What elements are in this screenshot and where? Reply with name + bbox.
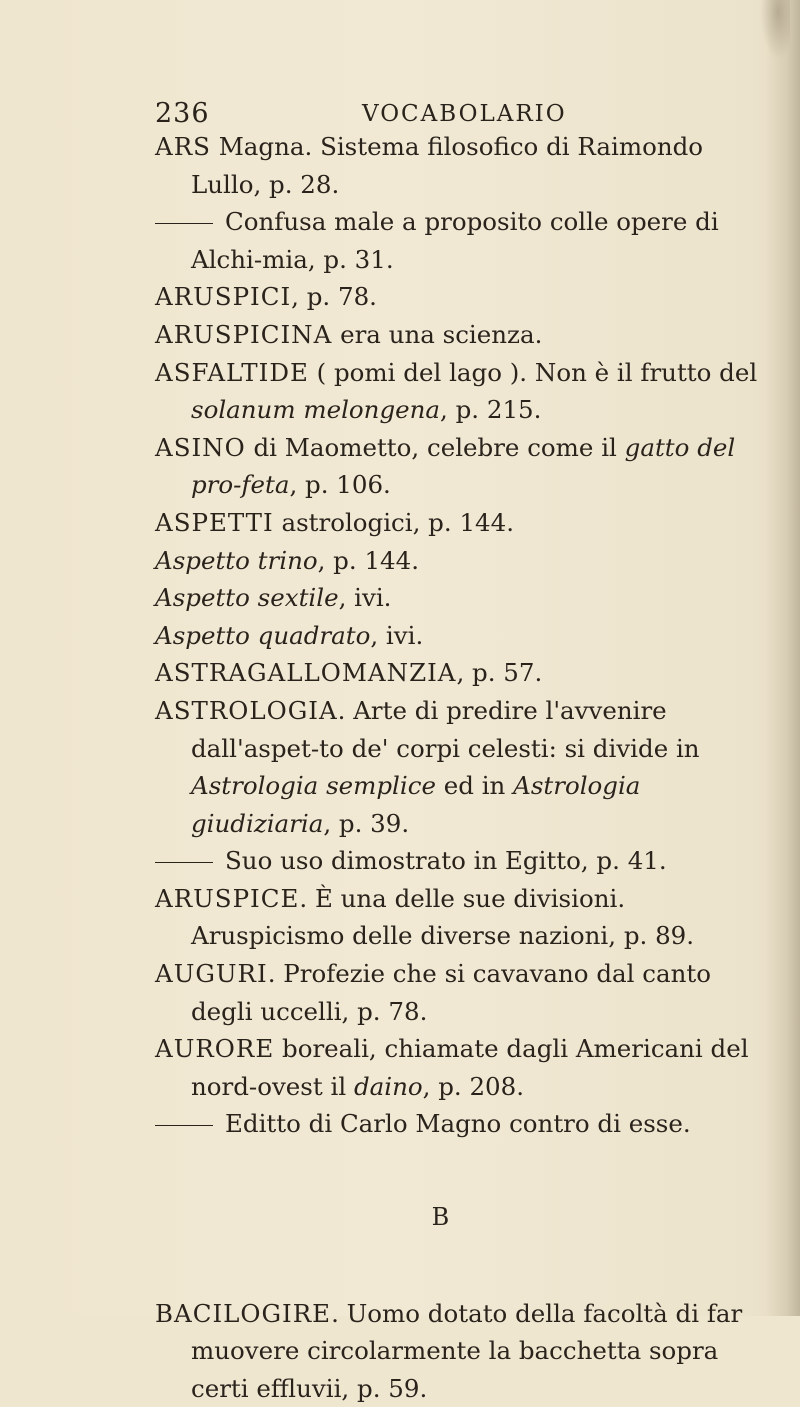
entry-aruspicina: ARUSPICINA era una scienza. (155, 319, 543, 349)
page-edge-shadow (766, 0, 800, 1316)
entry-aruspice: ARUSPICE. È una delle sue divisioni. Aruspicismo delle diverse nazioni, p. 89. (155, 883, 695, 951)
entry-astrologia-sub: Suo uso dimostrato in Egitto, p. 41. (155, 842, 767, 880)
page-corner-stain (760, 0, 790, 60)
entry-aurore-sub: Editto di Carlo Magno contro di esse. (155, 1105, 767, 1143)
page-number: 236 (155, 98, 210, 129)
entry-aruspici: ARUSPICI, p. 78. (155, 282, 377, 312)
dash-rule (155, 223, 213, 224)
entry-bacilogire: BACILOGIRE. Uomo dotato della facoltà di far muovere circolarmente la bacchetta sopra certi effluvii, p. 59. (155, 1298, 743, 1403)
entry-asino: ASINO di Maometto, celebre come il gatto del pro-feta, p. 106. (155, 432, 736, 500)
entry-aurore: AURORE boreali, chiamate dagli Americani del nord-ovest il daino, p. 208. (155, 1034, 749, 1101)
entry-astragallomanzia: ASTRAGALLOMANZIA, p. 57. (155, 658, 543, 688)
running-head: VOCABOLARIO (362, 101, 567, 127)
dash-rule (155, 1125, 213, 1126)
entry-ars: ARS Magna. Sistema filosofico di Raimondo Lullo, p. 28. (155, 132, 704, 199)
entry-auguri: AUGURI. Profezie che si cavavano dal canto degli uccelli, p. 78. (155, 959, 711, 1026)
dictionary-body (155, 128, 767, 1407)
entry-aspetto-sextile: Aspetto sextile, ivi. (155, 583, 392, 613)
entry-aspetti: ASPETTI astrologici, p. 144. (155, 507, 514, 537)
entry-astrologia: ASTROLOGIA. Arte di predire l'avvenire dall'aspet-to de' corpi celesti: si divide in Astrologia semplice ed in Astrologia giudiziaria, p. 39. (155, 695, 700, 838)
entry-asfaltide: ASFALTIDE ( pomi del lago ). Non è il frutto del solanum melongena, p. 215. (155, 357, 758, 425)
entry-aspetto-quadrato: Aspetto quadrato, ivi. (155, 620, 424, 650)
entry-aspetto-trino: Aspetto trino, p. 144. (155, 545, 419, 575)
section-heading: B (431, 1203, 451, 1232)
dash-rule (155, 862, 213, 863)
entry-ars-sub: Confusa male a proposito colle opere di Alchi-mia, p. 31. (155, 203, 767, 278)
